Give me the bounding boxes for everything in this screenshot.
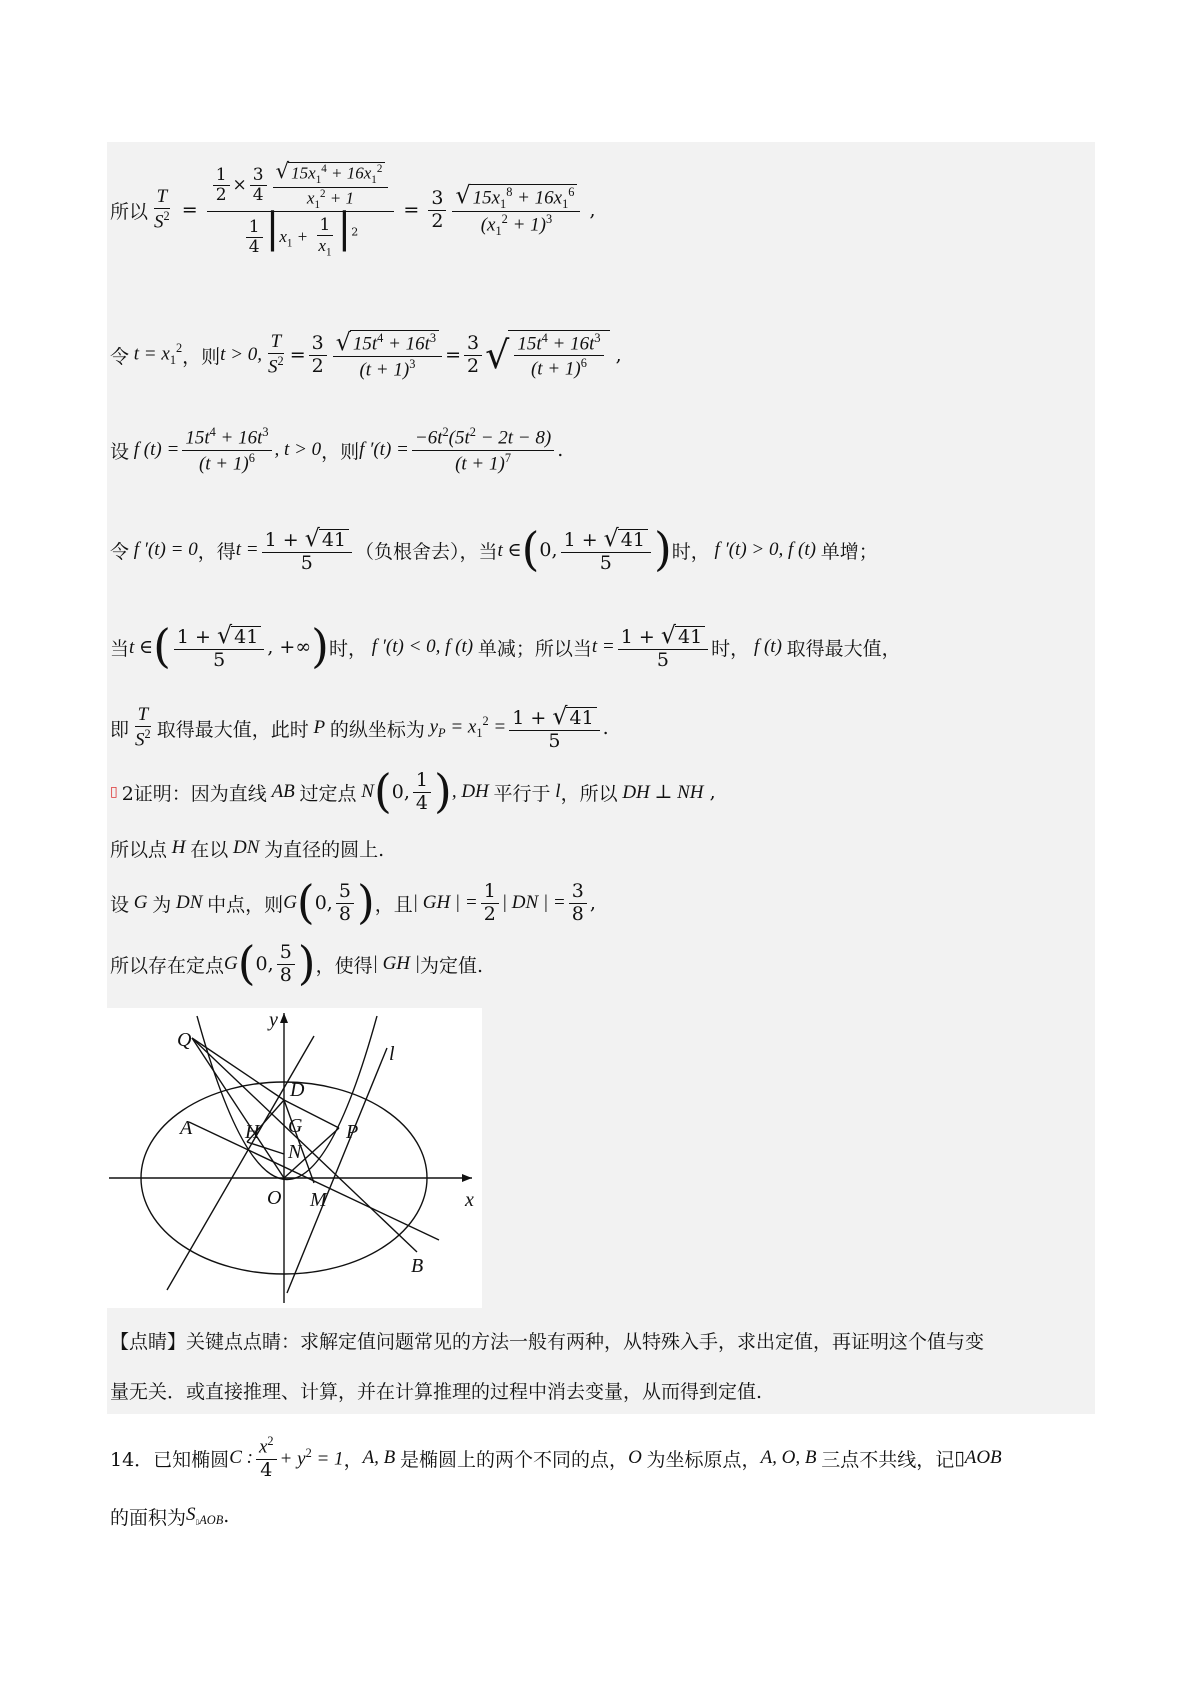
fraction: $\frac{1}{2}$ × $\frac{3}{4}$ $\frac{√ 15x_1^4 + 16x_1^2}{x_1^2 + 1}$ $\frac{1}{4}$ $|x_1$ + $\frac{1}{x_1}$ $|^2$ xyxy=(207,160,395,259)
text: 所以存在定点 xyxy=(110,954,225,977)
formula-line-critical: 令 f ′(t) = 0 ，得 t = $\frac{1 + √ 41}{5}$ （负根舍去），当 t ∈ ( 0, $\frac{1 + √ 41}{5}$ ) 时， f ′(t) > 0, f (t) 单增； xyxy=(110,522,878,576)
text: ，则 xyxy=(321,440,360,463)
marker-icon: ▯ xyxy=(110,784,118,800)
line-qo xyxy=(192,1038,284,1178)
label-h: H xyxy=(245,1121,260,1143)
text: 为坐标原点， xyxy=(646,1448,761,1471)
line-qb xyxy=(192,1038,417,1252)
label-g: G xyxy=(288,1115,303,1137)
label-p: P xyxy=(346,1121,359,1143)
formula-line-derivative: 设 f (t) = $\frac{15t^4 + 16t^3}{(t + 1)^6}$ , t > 0 ，则 f ′(t) = $\frac{-6t^2(5t^2 - 2t - 8)}{(t + 1)^7}$ . xyxy=(110,425,564,474)
text: 三点不共线，记 xyxy=(821,1448,955,1471)
text: 过定点 xyxy=(299,782,357,805)
text: 的纵坐标为 xyxy=(329,718,425,741)
text: 单增； xyxy=(820,540,878,563)
label-d: D xyxy=(290,1079,305,1101)
text: 为 xyxy=(152,893,172,916)
text: 2证明：因为直线 xyxy=(121,782,267,805)
text: 所以点 xyxy=(110,838,168,861)
formula-line-substitution: 令 $t = x_1^2$ ，则 t > 0, $\frac{T}{S^2}$ = $\frac{3}{2}$ $\frac{√ 15t^4 + 16t^3}{(t + 1)^3}$ = $\frac{3}{2}$ √ $\frac{15t^4 + 16t^3}{(t + 1)^6}$ , xyxy=(110,327,622,381)
text: ，使得 xyxy=(315,954,373,977)
proof-line-1: ▯ 2证明：因为直线 AB 过定点 N ( 0, $\frac{1}{4}$ ) , DH 平行于 l ，所以 DH ⊥ NH , xyxy=(110,764,716,818)
text: 单减；所以当 xyxy=(477,637,592,660)
fraction: $\frac{T}{S^2}$ xyxy=(154,186,170,233)
text: （负根舍去），当 xyxy=(355,540,498,563)
text: . xyxy=(223,1505,230,1527)
text: 设 xyxy=(110,440,130,463)
question-14-line-2: 的面积为 $S_{▯AOB}$ . xyxy=(110,1503,230,1529)
proof-line-3: 设 G 为 DN 中点，则 G ( 0, $\frac{5}{8}$ ) ，且 | GH | = $\frac{1}{2}$ | DN | = $\frac{3}{8}$ , xyxy=(110,875,596,929)
question-14-line-1: 14．已知椭圆 C : $\frac{x^2}{4}$ + $y^2 = 1$ ， A, B 是椭圆上的两个不同的点， O 为坐标原点， A, O, B 三点不共线，记 ▯ AOB xyxy=(110,1434,1002,1481)
proof-line-2: 所以点 H 在以 DN 为直径的圆上. xyxy=(110,832,384,864)
parabola-curve xyxy=(197,1016,377,1180)
text: 为直径的圆上. xyxy=(264,838,385,861)
text: 当 xyxy=(110,637,130,660)
label-n: N xyxy=(288,1141,302,1163)
x-axis-arrow-icon xyxy=(462,1174,472,1182)
formula-line-conclusion: 即 $\frac{T}{S^2}$ 取得最大值，此时 P 的纵坐标为 $y_P = x_1^2$ = $\frac{1 + √ 41}{5}$ . xyxy=(110,701,609,753)
text: 取得最大值，此时 xyxy=(156,718,309,741)
line-ad xyxy=(167,1036,314,1290)
text: 取得最大值， xyxy=(786,637,901,660)
text: 是椭圆上的两个不同的点， xyxy=(400,1448,629,1471)
text: 的面积为 xyxy=(110,1506,187,1529)
text: 令 xyxy=(110,345,130,368)
label-x: x xyxy=(465,1189,474,1211)
y-axis-arrow-icon xyxy=(280,1013,288,1023)
text: ，所以 xyxy=(560,782,618,805)
text: 平行于 xyxy=(493,782,551,805)
text: 时， xyxy=(671,540,710,563)
text: 【点睛】关键点点睛：求解定值问题常见的方法一般有两种，从特殊入手，求出定值，再证明这个值与变 xyxy=(110,1330,985,1353)
note-line-1 xyxy=(110,1324,984,1356)
text: 所以 xyxy=(110,200,149,223)
label-m: M xyxy=(310,1189,327,1211)
text: 中点，则 xyxy=(207,893,284,916)
text: 时， xyxy=(328,637,367,660)
label-l: l xyxy=(389,1043,395,1065)
label-q: Q xyxy=(177,1029,192,1051)
text: ，且 xyxy=(374,893,413,916)
label-y: y xyxy=(269,1009,278,1031)
label-o: O xyxy=(267,1187,282,1209)
line-qd xyxy=(192,1038,284,1100)
label-b: B xyxy=(411,1255,424,1277)
text: ，得 xyxy=(197,540,236,563)
ellipse-parabola-diagram xyxy=(107,1008,482,1308)
geometry-figure xyxy=(107,1008,482,1308)
text: 为定值. xyxy=(419,954,484,977)
formula-line-ratio: 所以 $\frac{T}{S^2}$ = $\frac{1}{2}$ × $\frac{3}{4}$ $\frac{√ 15x_1^4 + 16x_1^2}{x_1^2 + 1}$ $\frac{1}{4}$ $|x_1$ + $\frac{1}{x_1}$ $|^2$ = $\frac{3}{2}$ $\frac{√ 15x_1^8 + 16x_1^6}{(x_1^2 + 1)^3}$ , xyxy=(110,159,596,259)
text: 在以 xyxy=(190,838,229,861)
text: 令 xyxy=(110,540,130,563)
formula-line-decreasing: 当 t ∈ ( $\frac{1 + √ 41}{5}$ , +∞ ) 时， f ′(t) < 0, f (t) 单减；所以当 t = $\frac{1 + √ 41}{5}$ 时， f (t) 取得最大值， xyxy=(110,619,901,673)
proof-line-4: 所以存在定点 G ( 0, $\frac{5}{8}$ ) ，使得 | GH | 为定值. xyxy=(110,936,484,990)
text: 14．已知椭圆 xyxy=(110,1448,230,1471)
text: 设 xyxy=(110,893,130,916)
text: 即 xyxy=(110,718,130,741)
text: 时， xyxy=(711,637,750,660)
text: ，则 xyxy=(182,345,221,368)
note-line-2 xyxy=(110,1374,762,1406)
label-a: A xyxy=(180,1117,193,1139)
text: 量无关．或直接推理、计算，并在计算推理的过程中消去变量，从而得到定值. xyxy=(110,1380,763,1403)
